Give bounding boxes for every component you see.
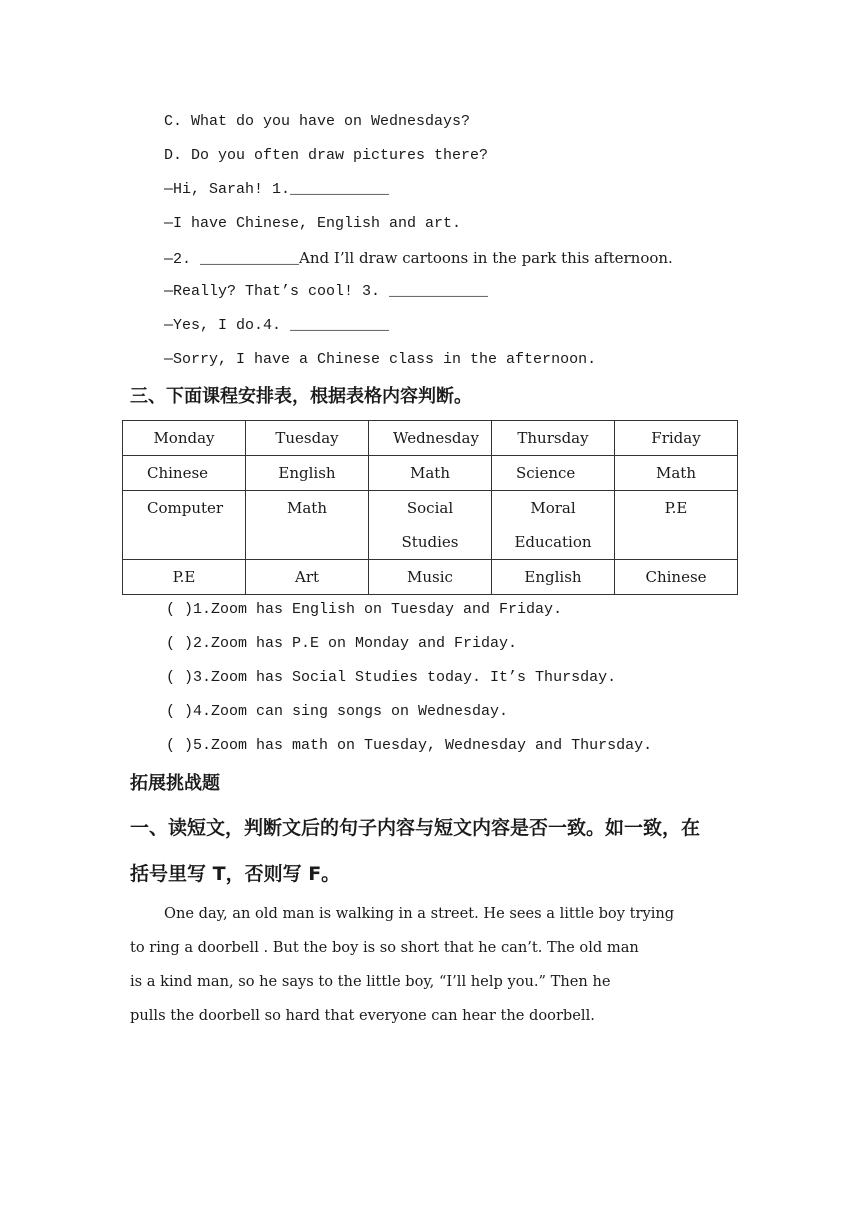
dialogue-line-3-blank: —2. ___________: [164, 251, 300, 268]
judge-item-2: ( )2.Zoom has P.E on Monday and Friday.: [166, 635, 518, 652]
table-header: Tuesday: [246, 421, 369, 456]
table-cell: P.E: [615, 491, 738, 560]
table-header: Monday: [123, 421, 246, 456]
judge-item-4: ( )4.Zoom can sing songs on Wednesday.: [166, 703, 509, 720]
passage-line-2: to ring a doorbell . But the boy is so short that he can’t. The old man: [130, 939, 639, 956]
passage-line-1: One day, an old man is walking in a street. He sees a little boy trying: [164, 905, 675, 922]
table-cell: English: [246, 456, 369, 491]
table-row: [123, 456, 738, 491]
table-cell: [369, 491, 492, 560]
table-cell: Chinese: [123, 456, 246, 491]
question-1-line-2: 括号里写 T，否则写 F。: [130, 863, 341, 885]
section-3-title: 三、下面课程安排表，根据表格内容判断。: [130, 386, 472, 407]
table-cell: Art: [246, 560, 369, 595]
passage-line-3: is a kind man, so he says to the little boy, “I’ll help you.” Then he: [130, 973, 611, 990]
table-header: Wednesday: [369, 421, 492, 456]
table-cell: Music: [369, 560, 492, 595]
table-header: Friday: [615, 421, 738, 456]
dialogue-line-3: [164, 248, 673, 270]
dialogue-line-3-text: And I’ll draw cartoons in the park this afternoon.: [299, 249, 673, 267]
table-cell: Computer: [123, 491, 246, 560]
table-cell-line: Studies: [401, 533, 459, 551]
schedule-table: [122, 420, 738, 595]
table-cell: [492, 491, 615, 560]
table-cell: P.E: [123, 560, 246, 595]
dialogue-line-5: —Yes, I do.4. ___________: [164, 317, 390, 334]
table-cell: Math: [615, 456, 738, 491]
judge-item-1: ( )1.Zoom has English on Tuesday and Friday.: [166, 601, 563, 618]
table-row: [123, 491, 738, 560]
option-c: C. What do you have on Wednesdays?: [164, 113, 471, 130]
table-header-row: [123, 421, 738, 456]
table-cell: Chinese: [615, 560, 738, 595]
extension-title: 拓展挑战题: [130, 773, 220, 794]
table-cell: English: [492, 560, 615, 595]
passage-line-4: pulls the doorbell so hard that everyone can hear the doorbell.: [130, 1007, 595, 1024]
dialogue-line-1: —Hi, Sarah! 1.___________: [164, 181, 390, 198]
judge-item-5: ( )5.Zoom has math on Tuesday, Wednesday and Thursday.: [166, 737, 653, 754]
table-cell-line: Education: [514, 533, 592, 551]
table-cell: Math: [369, 456, 492, 491]
question-1-line-1: 一、读短文，判断文后的句子内容与短文内容是否一致。如一致，在: [130, 817, 701, 839]
table-header: Thursday: [492, 421, 615, 456]
dialogue-line-4: —Really? That’s cool! 3. ___________: [164, 283, 489, 300]
table-cell-line: Moral: [530, 499, 576, 517]
dialogue-line-6: —Sorry, I have a Chinese class in the afternoon.: [164, 351, 597, 368]
table-row: [123, 560, 738, 595]
table-cell: Science: [492, 456, 615, 491]
judge-item-3: ( )3.Zoom has Social Studies today. It’s Thursday.: [166, 669, 617, 686]
table-cell: Math: [246, 491, 369, 560]
table-cell-line: Social: [406, 499, 454, 517]
dialogue-line-2: —I have Chinese, English and art.: [164, 215, 462, 232]
option-d: D. Do you often draw pictures there?: [164, 147, 489, 164]
